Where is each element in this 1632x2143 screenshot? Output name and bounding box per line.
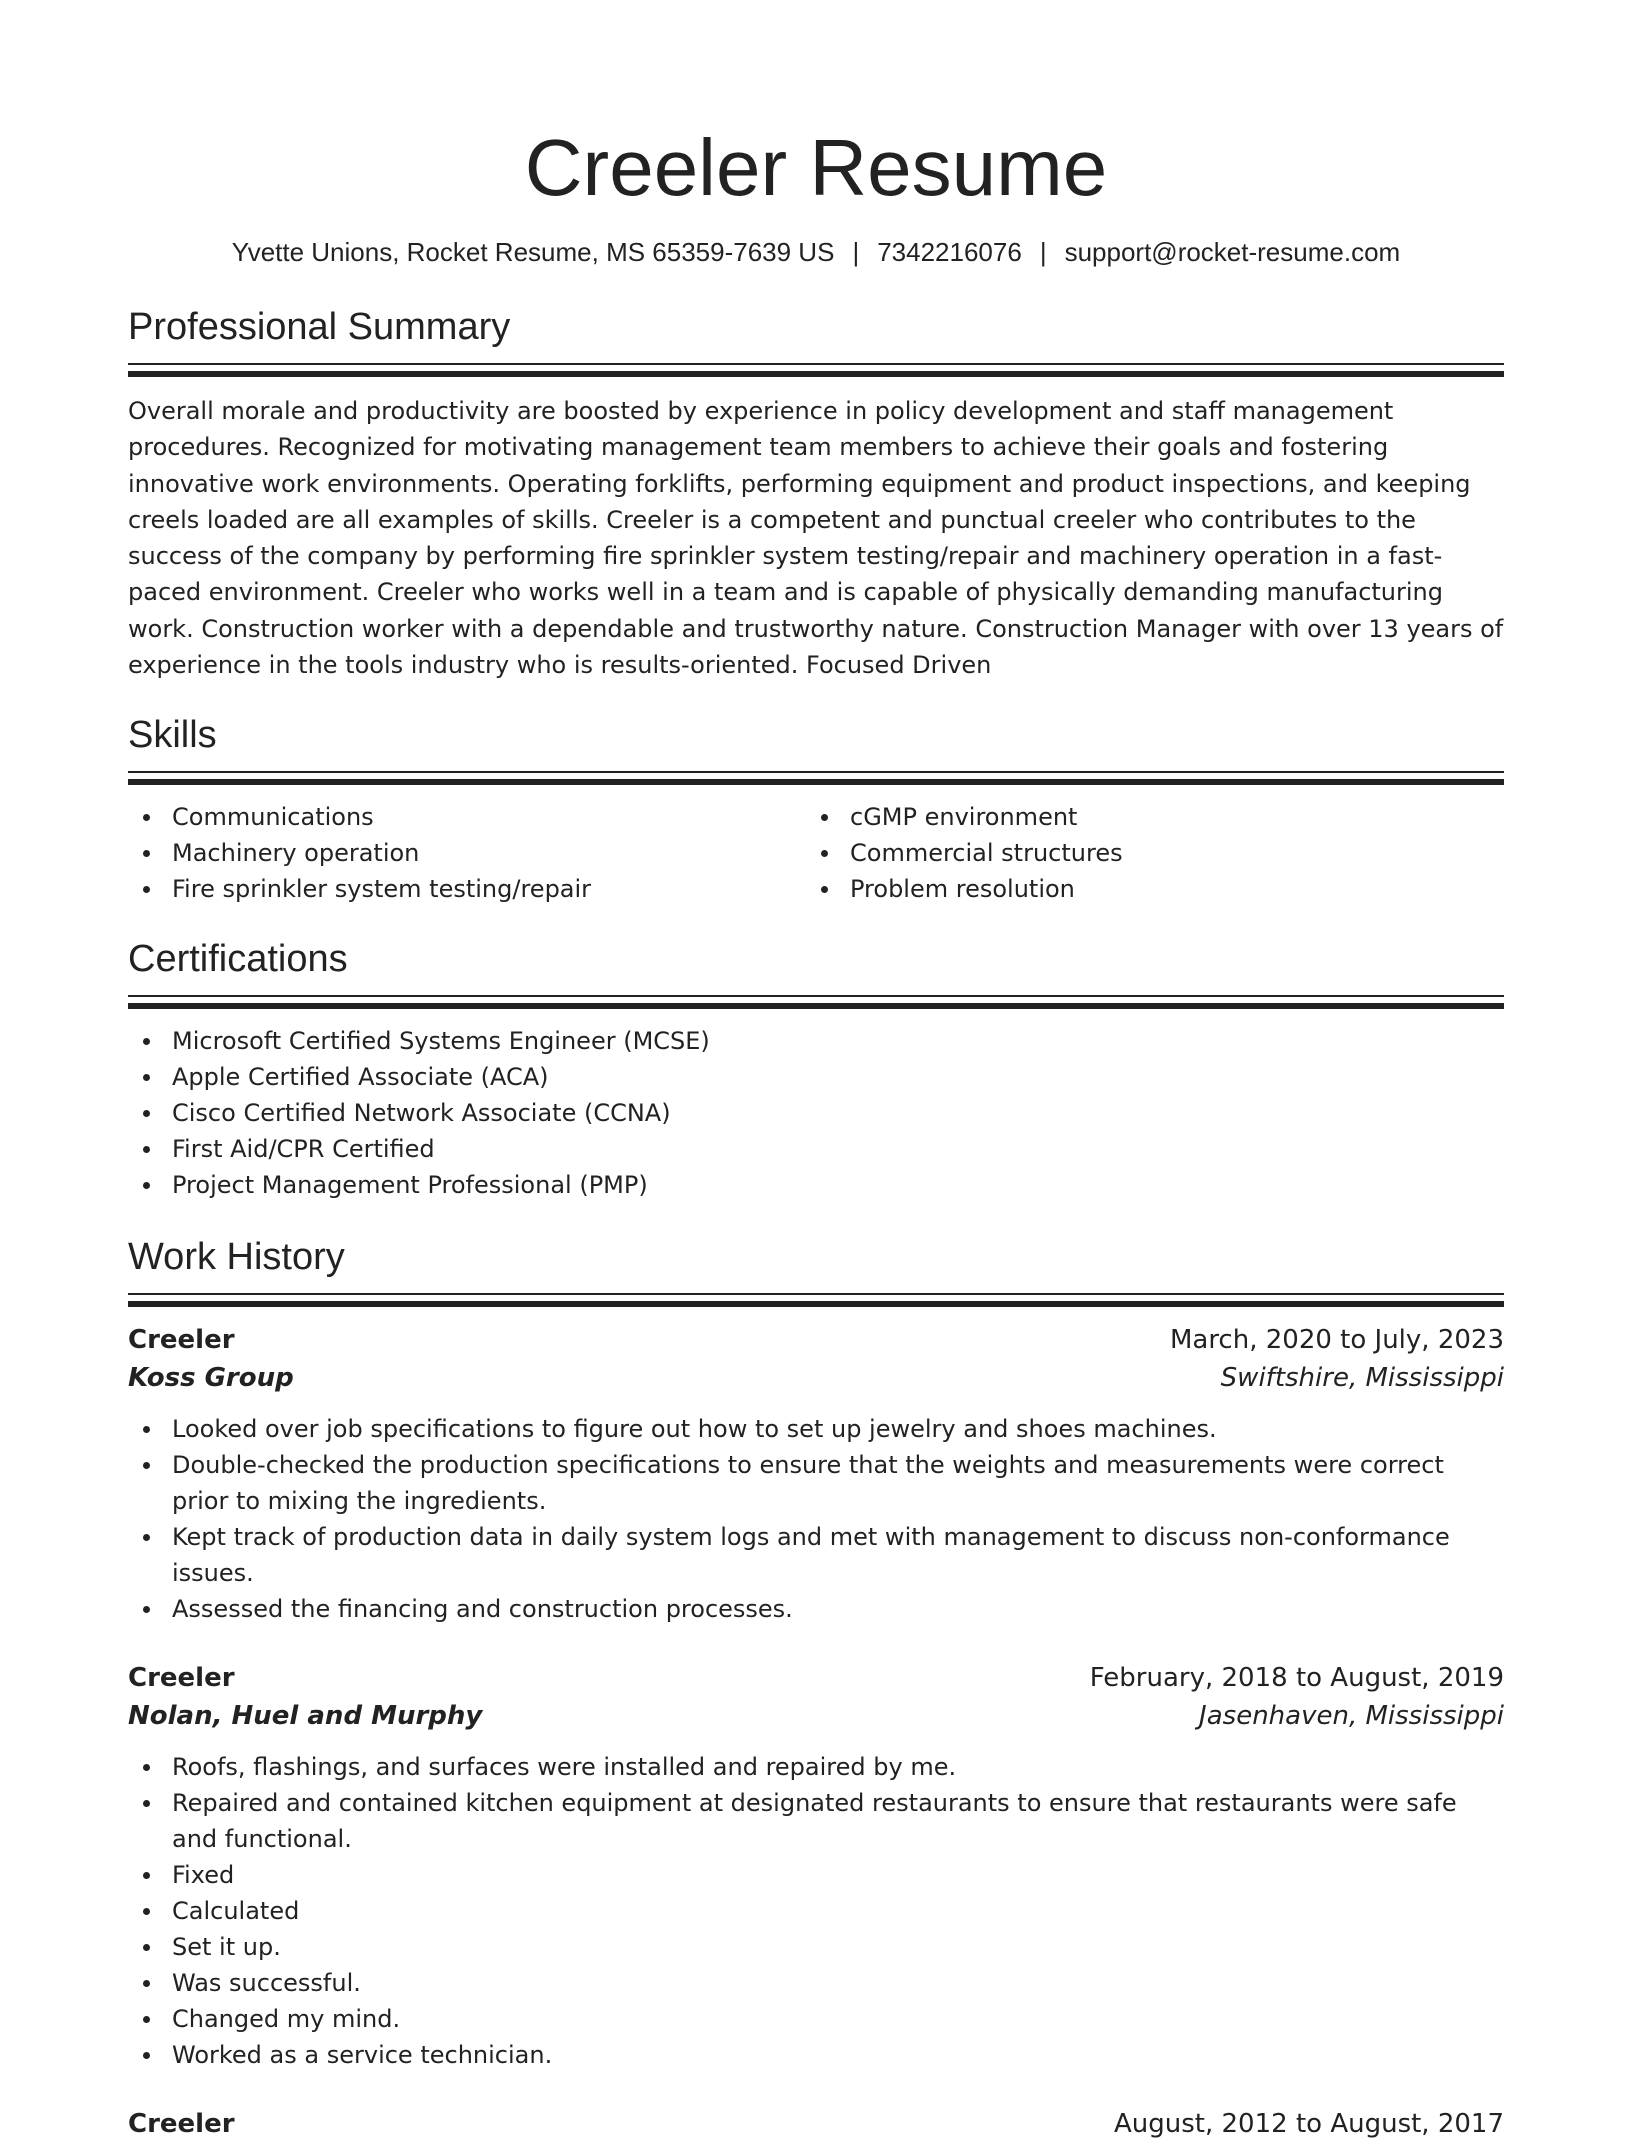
job-header-row	[128, 1659, 1504, 1697]
section-divider	[128, 995, 1504, 997]
summary-heading: Professional Summary	[128, 306, 511, 348]
job-dates: March, 2020 to July, 2023	[1169, 1325, 1504, 1356]
job-bullet: Was successful.	[128, 1965, 1504, 2001]
job-dates: February, 2018 to August, 2019	[1089, 1663, 1504, 1694]
certifications-heading: Certifications	[128, 938, 348, 981]
resume-title: Creeler Resume	[524, 123, 1108, 212]
job-title: Creeler	[128, 1663, 235, 1694]
job-dates: August, 2012 to August, 2017	[1114, 2109, 1504, 2140]
contact-address: Yvette Unions, Rocket Resume, MS 65359-7639 US	[231, 237, 835, 267]
work-history-heading: Work History	[128, 1236, 345, 1279]
section-divider	[128, 1301, 1504, 1307]
job-title: Creeler	[128, 1325, 235, 1356]
job-bullet: Changed my mind.	[128, 2001, 1504, 2037]
job-header-row	[128, 1321, 1504, 1359]
job-location: Jasenhaven, Mississippi	[1199, 1701, 1504, 1732]
certifications-list	[128, 1023, 1504, 1203]
contact-separator: |	[1039, 237, 1047, 267]
skills-column-left	[128, 799, 806, 907]
job-entry	[128, 2105, 1504, 2143]
skills-heading: Skills	[128, 714, 217, 757]
contact-email[interactable]: support@rocket-resume.com	[1064, 237, 1401, 267]
job-bullet: Calculated	[128, 1893, 1504, 1929]
section-divider	[128, 363, 1504, 365]
job-bullet: Kept track of production data in daily system logs and met with management to discuss non-conformance issues.	[128, 1519, 1504, 1591]
skills-section	[128, 711, 1504, 907]
job-company: Nolan, Huel and Murphy	[128, 1701, 483, 1732]
certification-item: Cisco Certified Network Associate (CCNA)	[128, 1095, 1504, 1131]
skill-item: Problem resolution	[806, 871, 1484, 907]
certification-item: First Aid/CPR Certified	[128, 1131, 1504, 1167]
job-location: Swiftshire, Mississippi	[1220, 1363, 1504, 1394]
contact-line	[128, 234, 1504, 270]
job-entry	[128, 1321, 1504, 1627]
job-bullets	[128, 1749, 1504, 2073]
certification-item: Apple Certified Associate (ACA)	[128, 1059, 1504, 1095]
job-bullet: Roofs, flashings, and surfaces were installed and repaired by me.	[128, 1749, 1504, 1785]
skills-grid	[128, 799, 1504, 907]
skill-item: cGMP environment	[806, 799, 1484, 835]
work-history-section	[128, 1233, 1504, 2143]
job-entry	[128, 1659, 1504, 2073]
section-divider	[128, 1293, 1504, 1295]
summary-section	[128, 303, 1504, 683]
summary-text: Overall morale and productivity are boosted by experience in policy development and staff management procedures. Recognized for motivating management team members to achieve their goals and fostering innovative work environments. Operating forklifts, performing equipment and product inspections, and keeping creels loaded are all examples of skills. Creeler is a competent and punctual creeler who contributes to the success of the company by performing fire sprinkler system testing/repair and machinery operation in a fast-paced environment. Creeler who works well in a team and is capable of physically demanding manufacturing work. Construction worker with a dependable and trustworthy nature. Construction Manager with over 13 years of experience in the tools industry who is results-oriented. Focused Driven	[128, 397, 1504, 680]
skill-item: Commercial structures	[806, 835, 1484, 871]
section-divider	[128, 771, 1504, 773]
job-company: Koss Group	[128, 1363, 294, 1394]
job-bullet: Looked over job specifications to figure out how to set up jewelry and shoes machines.	[128, 1411, 1504, 1447]
certification-item: Microsoft Certified Systems Engineer (MCSE)	[128, 1023, 1504, 1059]
skills-column-right	[806, 799, 1484, 907]
job-company-row	[128, 1697, 1504, 1735]
job-company-row	[128, 1359, 1504, 1397]
certifications-section	[128, 935, 1504, 1203]
skill-item: Communications	[128, 799, 806, 835]
job-bullet: Double-checked the production specifications to ensure that the weights and measurements were correct prior to mixing the ingredients.	[128, 1447, 1504, 1519]
job-bullets	[128, 1411, 1504, 1627]
skill-item: Machinery operation	[128, 835, 806, 871]
job-bullet: Assessed the financing and construction processes.	[128, 1591, 1504, 1627]
contact-phone: 7342216076	[877, 237, 1022, 267]
skill-item: Fire sprinkler system testing/repair	[128, 871, 806, 907]
job-header-row	[128, 2105, 1504, 2143]
job-bullet: Worked as a service technician.	[128, 2037, 1504, 2073]
job-bullet: Repaired and contained kitchen equipment at designated restaurants to ensure that restaurants were safe and functional.	[128, 1785, 1504, 1857]
resume-page	[128, 0, 1504, 2143]
certification-item: Project Management Professional (PMP)	[128, 1167, 1504, 1203]
job-title: Creeler	[128, 2109, 235, 2140]
section-divider	[128, 779, 1504, 785]
job-bullet: Fixed	[128, 1857, 1504, 1893]
section-divider	[128, 1003, 1504, 1009]
job-bullet: Set it up.	[128, 1929, 1504, 1965]
contact-separator: |	[852, 237, 860, 267]
section-divider	[128, 371, 1504, 377]
